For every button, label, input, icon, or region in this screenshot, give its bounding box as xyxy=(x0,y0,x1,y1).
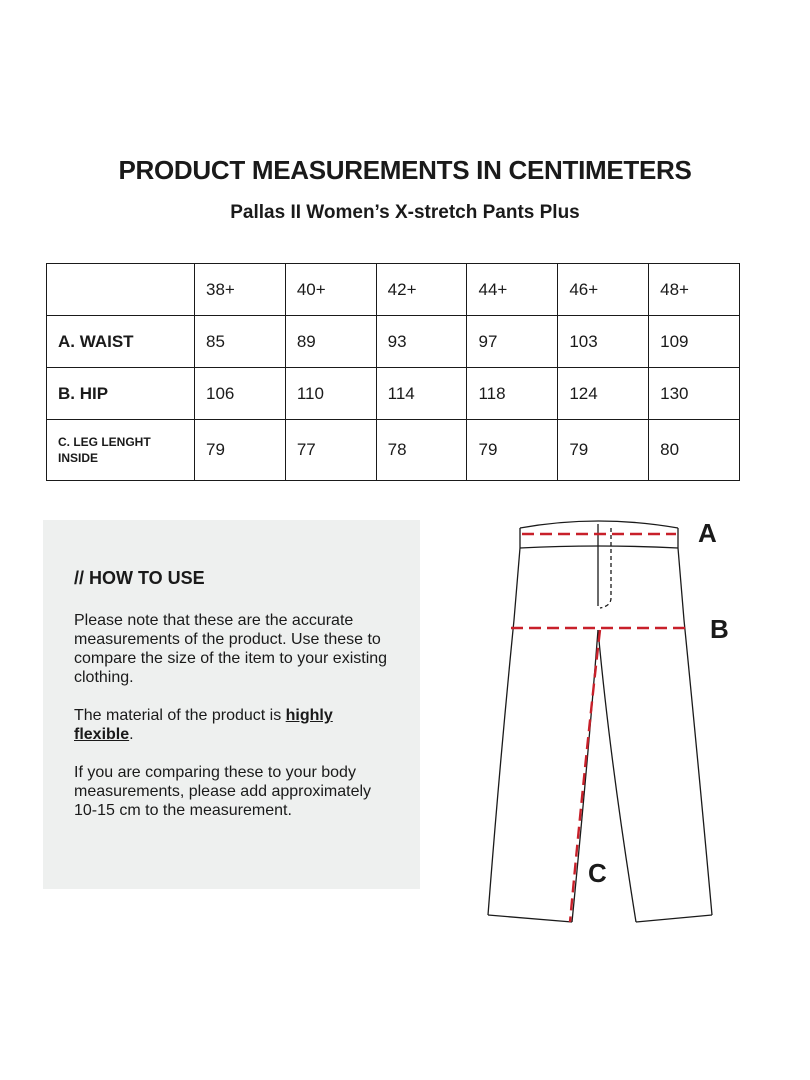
size-header: 48+ xyxy=(649,264,740,316)
page-title: PRODUCT MEASUREMENTS IN CENTIMETERS xyxy=(118,155,692,185)
product-subtitle: Pallas II Women’s X-stretch Pants Plus xyxy=(230,202,580,223)
size-header: 38+ xyxy=(195,264,286,316)
how-to-use-panel xyxy=(43,520,420,889)
label-b: B xyxy=(710,614,729,644)
table-cell: 110 xyxy=(285,368,376,420)
row-label-waist: A. WAIST xyxy=(47,316,195,368)
how-to-use-paragraph: Please note that these are the accurate measurements of the product. Use these to compare the size of the item to your existing clothing. xyxy=(74,612,388,686)
waistband-top-edge xyxy=(520,521,678,528)
label-c: C xyxy=(588,858,607,888)
size-table xyxy=(46,263,740,481)
label-a: A xyxy=(698,518,717,548)
table-corner-cell xyxy=(47,264,195,316)
table-cell: 114 xyxy=(376,368,467,420)
table-row xyxy=(47,420,740,481)
row-label-hip: B. HIP xyxy=(47,368,195,420)
pants-illustration xyxy=(480,510,740,930)
table-cell: 103 xyxy=(558,316,649,368)
right-hem xyxy=(636,915,712,922)
size-header: 44+ xyxy=(467,264,558,316)
table-header-row xyxy=(47,264,740,316)
size-header: 40+ xyxy=(285,264,376,316)
size-header: 42+ xyxy=(376,264,467,316)
how-to-use-paragraph: If you are comparing these to your body measurements, please add approximately 10-15 cm to the measurement. xyxy=(74,764,372,819)
highly-flexible-emphasis: highly flexible xyxy=(74,707,333,743)
how-to-use-heading: // HOW TO USE xyxy=(74,568,205,588)
table-cell: 124 xyxy=(558,368,649,420)
table-cell: 85 xyxy=(195,316,286,368)
left-leg-outer xyxy=(488,548,520,915)
table-cell: 93 xyxy=(376,316,467,368)
pants-diagram xyxy=(480,510,740,930)
table-cell: 79 xyxy=(558,420,649,481)
table-row xyxy=(47,316,740,368)
table-cell: 97 xyxy=(467,316,558,368)
row-label-leg-length: C. LEG LENGHT INSIDE xyxy=(47,420,195,481)
size-header: 46+ xyxy=(558,264,649,316)
waistband-bottom-edge xyxy=(520,546,678,548)
material-text-end: . xyxy=(129,726,134,743)
table-cell: 130 xyxy=(649,368,740,420)
table-cell: 80 xyxy=(649,420,740,481)
table-cell: 79 xyxy=(467,420,558,481)
table-cell: 79 xyxy=(195,420,286,481)
fly-stitch xyxy=(600,528,611,608)
how-to-use-paragraph xyxy=(74,706,390,744)
table-cell: 77 xyxy=(285,420,376,481)
table-cell: 106 xyxy=(195,368,286,420)
table-cell: 89 xyxy=(285,316,376,368)
material-text: The material of the product is xyxy=(74,707,286,724)
right-leg-outer xyxy=(678,548,712,915)
table-cell: 78 xyxy=(376,420,467,481)
table-cell: 109 xyxy=(649,316,740,368)
left-hem xyxy=(488,915,572,922)
table-row xyxy=(47,368,740,420)
table-cell: 118 xyxy=(467,368,558,420)
